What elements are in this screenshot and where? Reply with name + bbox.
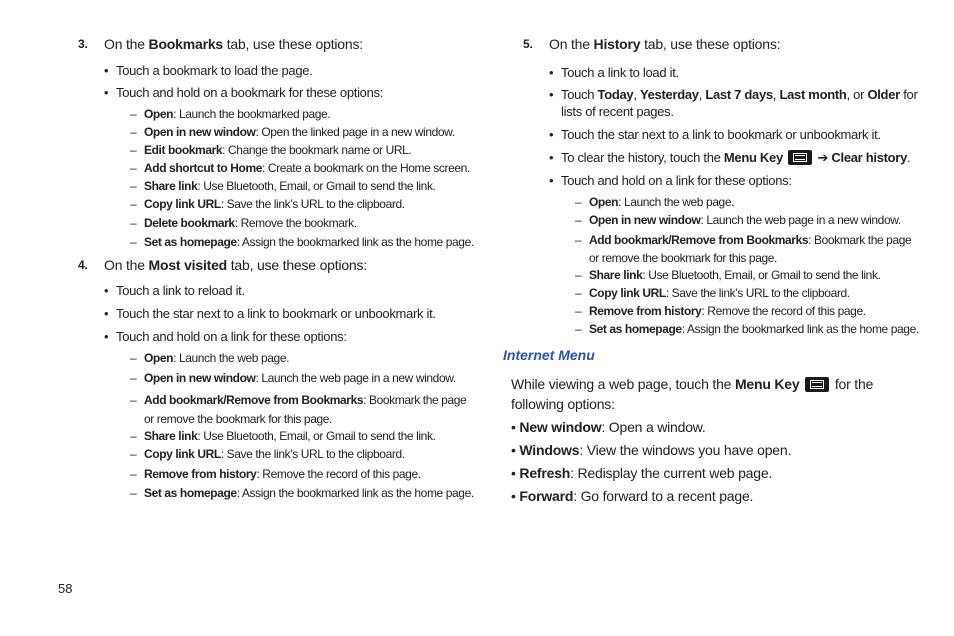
option-desc: : Create a bookmark on the Home screen. [262,161,470,175]
option-item: – Add bookmark/Remove from Bookmarks: Bookmark the page or remove the bookmark for this page. [575,233,912,265]
option-term: Open in new window [589,213,701,227]
option-desc: : Bookmark the page or remove the bookmark for this page. [589,233,912,265]
bullet-item: • To clear the history, touch the Menu Key ➔ Clear history. [549,150,911,165]
option-desc: : Launch the bookmarked page. [173,107,331,121]
bullet-item: • Touch and hold on a link for these options: [549,173,792,188]
step-text-post: tab, use these options: [640,36,781,52]
option-item: – Set as homepage: Assign the bookmarked link as the home page. [130,486,474,500]
step-4 [78,257,478,274]
option-term: Add shortcut to Home [144,161,262,175]
bullet-item: • Touch and hold on a bookmark for these options: [104,85,384,100]
option-desc: : Use Bluetooth, Email, or Gmail to send the link. [197,429,436,443]
option-list [523,195,923,337]
option-item: – Open in new window: Launch the web page in a new window. [575,213,901,227]
option-term: Delete bookmark [144,216,235,230]
menu-option: • Windows: View the windows you have open. [511,442,792,458]
option-desc: : Save the link’s URL to the clipboard. [665,286,850,300]
option-desc: : Change the bookmark name or URL. [222,143,412,157]
option-desc: : Use Bluetooth, Email, or Gmail to send the link. [197,179,436,193]
bullet-text: Touch the star next to a link to bookmark or unbookmark it. [561,127,881,142]
step-text [104,36,363,53]
option-item: – Remove from history: Remove the record of this page. [130,467,421,481]
step-tab-name: History [593,36,641,52]
option-list [78,351,478,501]
step-3 [78,36,478,53]
menu-option-desc: : Redisplay the current web page. [570,465,773,481]
option-term: Copy link URL [144,447,221,461]
menu-key-label: Menu Key [734,376,800,392]
bullet-item: • Touch the star next to a link to bookmark or unbookmark it. [104,306,436,321]
option-term: Edit bookmark [144,143,223,157]
option-item: – Share link: Use Bluetooth, Email, or Gmail to send the link. [575,268,881,282]
option-item: – Add bookmark/Remove from Bookmarks: Bookmark the page or remove the bookmark for this page. [130,393,467,426]
option-item: – Open in new window: Launch the web page in a new window. [130,371,456,385]
internet-menu-intro: While viewing a web page, touch the Menu Key for the following options: [511,376,874,412]
option-desc: : Remove the record of this page. [256,467,421,481]
bullet-text: Touch and hold on a bookmark for these options: [116,85,384,100]
bullet-item: • Touch a link to reload it. [104,283,245,298]
bullet-text: Touch Today, Yesterday, Last 7 days, Last month, or Older for lists of recent pages. [561,87,918,119]
page-number: 58 [58,581,73,596]
menu-option: • New window: Open a window. [511,419,706,435]
option-desc: : Assign the bookmarked link as the home page. [236,235,474,249]
step-number: 4. [78,258,88,272]
option-desc: : Launch the web page. [173,351,290,365]
clear-history-label: Clear history [831,150,907,165]
bullet-text: Touch a link to load it. [561,65,679,80]
option-item: – Open: Launch the bookmarked page. [130,107,331,121]
option-desc: : Save the link’s URL to the clipboard. [220,447,405,461]
step-tab-name: Most visited [148,257,228,273]
right-column [503,36,923,505]
bullet-text: Touch a link to reload it. [116,283,245,298]
option-desc: : Assign the bookmarked link as the home page. [236,486,474,500]
arrow-icon: ➔ [817,150,829,165]
option-desc: : Save the link’s URL to the clipboard. [220,197,405,211]
option-term: Set as homepage [589,322,682,336]
option-item: – Open in new window: Open the linked page in a new window. [130,125,455,139]
option-term: Open [144,107,174,121]
option-desc: : Launch the web page in a new window. [700,213,901,227]
option-item: – Open: Launch the web page. [575,195,735,209]
bullet-text: Touch a bookmark to load the page. [116,63,313,78]
option-desc: : Launch the web page in a new window. [255,371,456,385]
section-title: Internet Menu [503,347,595,363]
menu-option-desc: : Open a window. [601,419,706,435]
option-item: – Delete bookmark: Remove the bookmark. [130,216,357,230]
option-item: – Set as homepage: Assign the bookmarked link as the home page. [130,235,474,249]
step-text-post: tab, use these options: [227,257,368,273]
step-text [104,257,367,274]
bullet-item: • Touch the star next to a link to bookmark or unbookmark it. [549,127,881,142]
step-tab-name: Bookmarks [148,36,223,52]
option-term: Share link [144,429,198,443]
option-list [78,107,478,250]
option-item: – Edit bookmark: Change the bookmark name or URL. [130,143,412,157]
menu-key-icon [788,150,812,165]
option-term: Share link [589,268,643,282]
option-term: Open [589,195,619,209]
option-term: Add bookmark/Remove from Bookmarks [589,233,809,247]
option-item: – Add shortcut to Home: Create a bookmark on the Home screen. [130,161,470,175]
option-term: Remove from history [589,304,702,318]
option-desc: : Launch the web page. [618,195,735,209]
option-desc: : Remove the record of this page. [701,304,866,318]
option-item: – Copy link URL: Save the link’s URL to the clipboard. [130,197,405,211]
option-term: Set as homepage [144,486,237,500]
menu-option-desc: : View the windows you have open. [579,442,792,458]
bullet-item: • Touch and hold on a link for these options: [104,329,347,344]
option-item: – Set as homepage: Assign the bookmarked link as the home page. [575,322,919,336]
menu-key-label: Menu Key [723,150,783,165]
menu-option-term: New window [519,419,602,435]
step-text [549,36,780,53]
bullet-text: Touch and hold on a link for these options: [561,173,792,188]
option-desc: : Bookmark the page or remove the bookmark for this page. [144,393,467,426]
option-term: Open in new window [144,371,256,385]
bullet-text: Touch and hold on a link for these options: [116,329,347,344]
menu-option-term: Windows [519,442,580,458]
option-term: Copy link URL [144,197,221,211]
option-term: Set as homepage [144,235,237,249]
option-term: Open in new window [144,125,256,139]
option-item: – Share link: Use Bluetooth, Email, or Gmail to send the link. [130,429,436,443]
option-item: – Copy link URL: Save the link’s URL to the clipboard. [130,447,405,461]
step-5 [523,36,923,53]
step-number: 3. [78,37,88,51]
option-desc: : Open the linked page in a new window. [255,125,455,139]
bullet-text: Touch the star next to a link to bookmark or unbookmark it. [116,306,436,321]
option-item: – Open: Launch the web page. [130,351,290,365]
menu-option: • Forward: Go forward to a recent page. [511,488,754,504]
menu-option-desc: : Go forward to a recent page. [573,488,754,504]
menu-option: • Refresh: Redisplay the current web page. [511,465,773,481]
menu-option-term: Refresh [519,465,571,481]
option-term: Copy link URL [589,286,666,300]
option-item: – Copy link URL: Save the link’s URL to the clipboard. [575,286,850,300]
option-term: Share link [144,179,198,193]
step-text-pre: On the [104,36,149,52]
step-number: 5. [523,37,533,51]
option-term: Remove from history [144,467,257,481]
step-text-post: tab, use these options: [223,36,363,52]
bullet-item: • Touch a link to load it. [549,65,679,80]
option-item: – Share link: Use Bluetooth, Email, or Gmail to send the link. [130,179,436,193]
option-term: Open [144,351,174,365]
option-desc: : Remove the bookmark. [234,216,357,230]
menu-option-term: Forward [519,488,574,504]
step-text-pre: On the [549,36,594,52]
step-text-pre: On the [104,257,149,273]
left-column [78,36,478,501]
bullet-item: • Touch a bookmark to load the page. [104,63,313,78]
bullet-item: • Touch Today, Yesterday, Last 7 days, Last month, or Older for lists of recent pages. [549,86,923,120]
menu-key-icon [805,377,829,392]
bullet-text: To clear the history, touch the Menu Key ➔ Clear history. [561,150,911,165]
option-desc: : Assign the bookmarked link as the home page. [681,322,919,336]
option-desc: : Use Bluetooth, Email, or Gmail to send the link. [642,268,881,282]
option-item: – Remove from history: Remove the record of this page. [575,304,866,318]
option-term: Add bookmark/Remove from Bookmarks [144,393,364,407]
